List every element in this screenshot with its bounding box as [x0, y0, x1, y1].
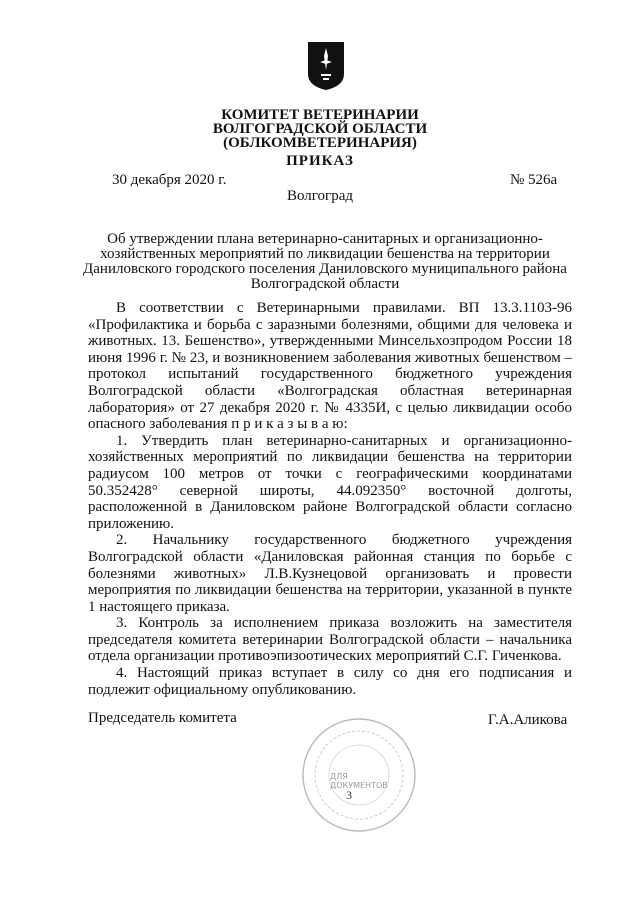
order-title: ПРИКАЗ: [286, 153, 354, 169]
committee-name-line3: (ОБЛКОМВЕТЕРИНАРИЯ): [223, 135, 417, 151]
order-city: Волгоград: [286, 188, 353, 204]
order-number: № 526а: [510, 172, 558, 188]
committee-name-line2: ВОЛГОГРАДСКОЙ ОБЛАСТИ: [212, 121, 428, 137]
preamble-paragraph: В соответствии с Ветеринарными правилами. ВП 13.3.1103-96 «Профилактика и борьба с заразными болезнями, общими для человека и животных. 13. Бешенство», утвержденными Минсельхозпродом России 18 июня 1996 г. № 23, и возникновением заболевания животных бешенством – протокол испытаний государственного бюджетного учреждения Волгоградской области «Волгоградская областная ветеринарная лаборатория» от 27 декабря 2020 г. № 4335И, с целью ликвидации особо опасного заболевания п р и к а з ы в а ю:: [88, 300, 572, 433]
page-number: 3: [346, 788, 352, 802]
stamp-text: ДЛЯ ДОКУМЕНТОВ: [330, 772, 388, 790]
committee-name-line1: КОМИТЕТ ВЕТЕРИНАРИИ: [221, 107, 419, 123]
volgograd-emblem-icon: [306, 40, 346, 92]
order-date: 30 декабря 2020 г.: [112, 172, 227, 188]
clause-1: 1. Утвердить план ветеринарно-санитарных и организационно-хозяйственных мероприятий по ликвидации бешенства на территории радиусом 100 метров от точки с географическими координатами 50.352428° северной широты, 44.092350° восточной долготы, расположенной в Даниловском районе Волгоградской области согласно приложению.: [88, 432, 572, 532]
order-subject: Об утверждении плана ветеринарно-санитарных и организационно-хозяйственных мероприятий по ликвидации бешенства на территории Даниловского городского поселения Даниловского муниципального района Волгоградской области: [83, 231, 567, 292]
signatory-name: Г.А.Аликова: [488, 712, 568, 728]
order-body: [88, 300, 572, 698]
signatory-title: Председатель комитета: [88, 710, 237, 726]
clause-2: 2. Начальнику государственного бюджетного учреждения Волгоградской области «Даниловская районная станция по борьбе с болезнями животных» Л.В.Кузнецовой организовать и провести мероприятия по ликвидации бешенства на территории, указанной в пункте 1 настоящего приказа.: [88, 532, 572, 615]
clause-3: 3. Контроль за исполнением приказа возложить на заместителя председателя комитета ветеринарии Волгоградской области – начальника отдела организации противоэпизоотических мероприятий С.Г. Гиченкова.: [88, 615, 572, 665]
clause-4: 4. Настоящий приказ вступает в силу со дня его подписания и подлежит официальному опубликованию.: [88, 665, 572, 698]
